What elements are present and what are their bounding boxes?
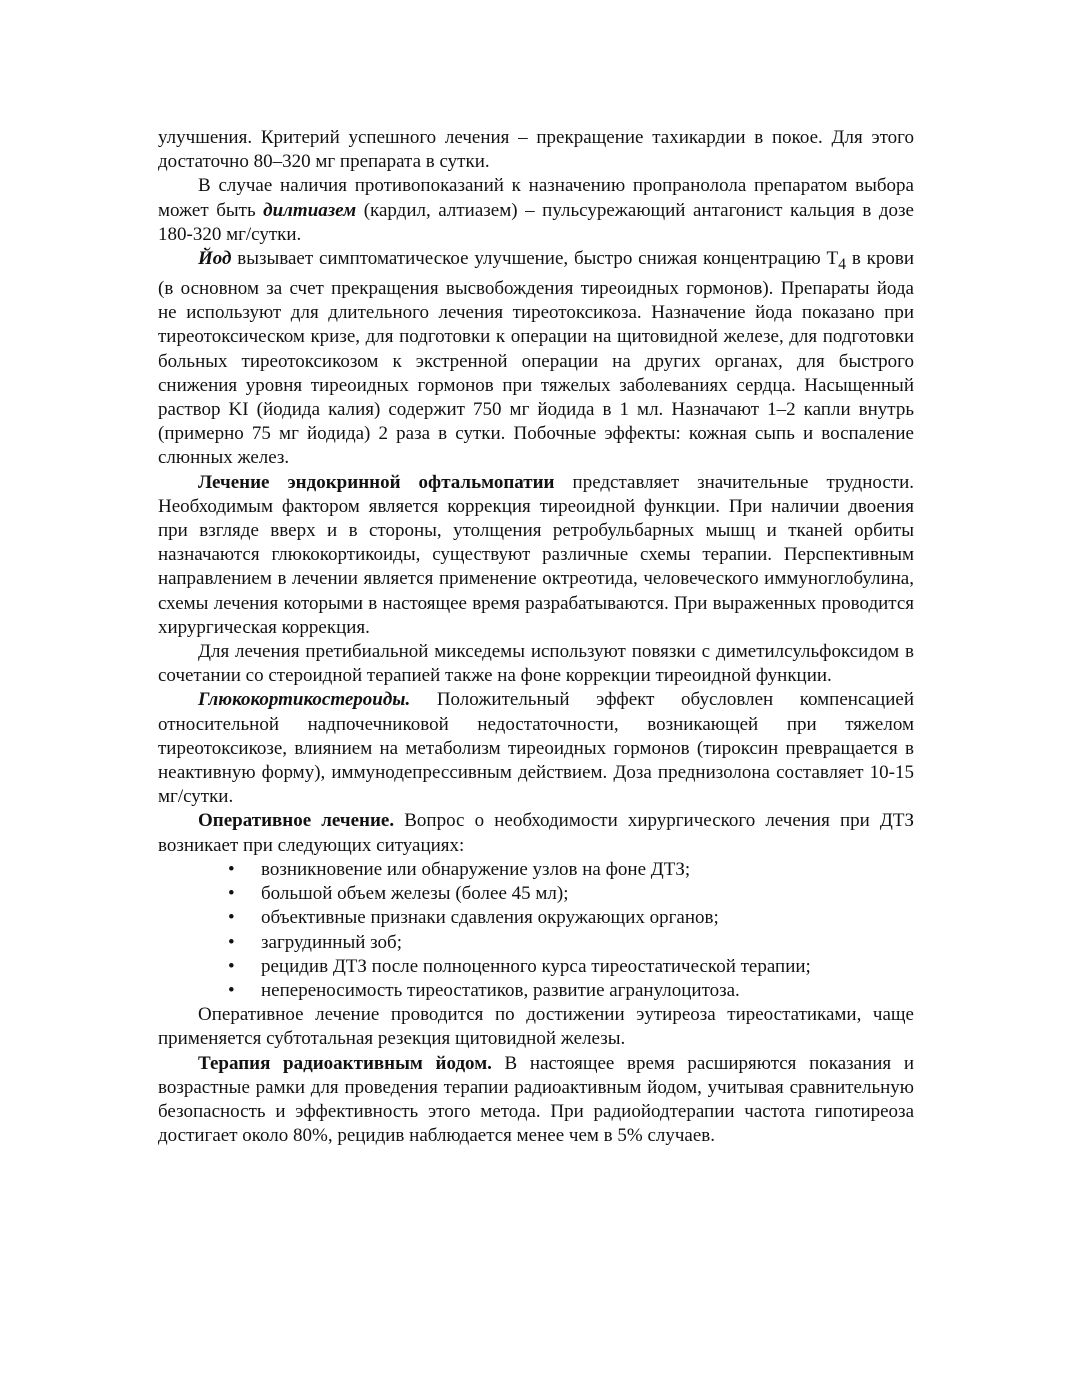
paragraph-surgery: [158, 809, 914, 857]
term-radioiodine: Терапия радиоактивным йодом.: [198, 1052, 492, 1074]
paragraph-iodine: [158, 247, 914, 471]
list-item-text: непереносимость тиреостатиков, развитие агранулоцитоза.: [261, 979, 740, 1001]
text-after: Положительный эффект обусловлен компенсацией относительной надпочечниковой недостаточности, возникающей при тяжелом тиреотоксикозе, влиянием на метаболизм тиреоидных гормонов (тироксин превращается в неактивную форму), иммунодепрессивным действием. Доза преднизолона составляет 10-15 мг/сутки.: [158, 689, 914, 808]
bullet-icon: •: [228, 955, 235, 977]
text-after: В настоящее время расширяются показания и возрастные рамки для проведения терапии радиоактивным йодом, учитывая сравнительную безопасность и эффективность этого метода. При радиойодтерапии частота гипотиреоза достигает около 80%, рецидив наблюдается менее чем в 5% случаев.: [158, 1052, 914, 1147]
text-after: (кардил, алтиазем) – пульсурежающий антагонист кальция в дозе 180-320 мг/сутки.: [158, 199, 914, 245]
term-surgery: Оперативное лечение.: [198, 810, 395, 832]
paragraph-continuation: улучшения. Критерий успешного лечения – прекращение тахикардии в покое. Для этого достаточно 80–320 мг препарата в сутки.: [158, 127, 914, 173]
list-item: [158, 882, 914, 906]
term-diltiazem: дилтиазем: [263, 199, 357, 221]
list-item: [158, 858, 914, 882]
list-item-text: большой объем железы (более 45 мл);: [261, 883, 569, 905]
bullet-icon: •: [228, 883, 235, 905]
paragraph-glucocorticoids: [158, 688, 914, 809]
paragraph-surgery-note: Оперативное лечение проводится по достижении эутиреоза тиреостатиками, чаще применяется субтотальная резекция щитовидной железы.: [158, 1004, 914, 1050]
document-page: [158, 126, 914, 1148]
term-ophthalmopathy: Лечение эндокринной офтальмопатии: [198, 471, 555, 493]
list-item: [158, 931, 914, 955]
bullet-icon: •: [228, 931, 235, 953]
paragraph-ophthalmopathy: [158, 471, 914, 640]
list-item: [158, 906, 914, 930]
indications-list: [158, 858, 914, 1003]
list-item-text: рецидив ДТЗ после полноценного курса тиреостатической терапии;: [261, 955, 811, 977]
paragraph-diltiazem: [158, 174, 914, 247]
paragraph-radioiodine: [158, 1052, 914, 1149]
bullet-icon: •: [228, 979, 235, 1001]
text-after: в крови (в основном за счет прекращения высвобождения тиреоидных гормонов). Препараты йода не используют для длительного лечения тиреотоксикоза. Назначение йода показано при тиреотоксическом кризе, для подготовки к операции на щитовидной железе, для подготовки больных тиреотоксикозом к экстренной операции на других органах, для быстрого снижения уровня тиреоидных гормонов при тяжелых заболеваниях сердца. Насыщенный раствор KI (йодида калия) содержит 750 мг йодида в 1 мл. Назначают 1–2 капли внутрь (примерно 75 мг йодида) 2 раза в сутки. Побочные эффекты: кожная сыпь и воспаление слюнных желез.: [158, 248, 915, 469]
bullet-icon: •: [228, 858, 235, 880]
term-glucocorticoids: Глюкокортикостероиды.: [198, 689, 411, 711]
term-iodine: Йод: [198, 248, 232, 270]
list-item-text: возникновение или обнаружение узлов на фоне ДТЗ;: [261, 858, 691, 880]
list-item: [158, 955, 914, 979]
text-after: представляет значительные трудности. Необходимым фактором является коррекция тиреоидной функции. При наличии двоения при взгляде вверх и в стороны, утолщения ретробульбарных мышц и тканей орбиты назначаются глюкокортикоиды, существуют различные схемы терапии. Перспективным направлением в лечении является применение октреотида, человеческого иммуноглобулина, схемы лечения которыми в настоящее время разрабатываются. При выраженных проводится хирургическая коррекция.: [158, 471, 915, 638]
list-item: [158, 979, 914, 1003]
list-item-text: загрудинный зоб;: [261, 931, 402, 953]
subscript-4: 4: [838, 255, 847, 273]
text-before: В случае наличия противопоказаний к назначению пропранолола препаратом выбора может быть: [158, 175, 914, 221]
bullet-icon: •: [228, 907, 235, 929]
text-before-sub: вызывает симптоматическое улучшение, быстро снижая концентрацию Т: [231, 248, 839, 270]
text-after: Вопрос о необходимости хирургического лечения при ДТЗ возникает при следующих ситуациях:: [158, 810, 914, 856]
list-item-text: объективные признаки сдавления окружающих органов;: [261, 907, 719, 929]
paragraph-myxedema: Для лечения претибиальной микседемы используют повязки с диметилсульфоксидом в сочетании со стероидной терапией также на фоне коррекции тиреоидной функции.: [158, 641, 914, 687]
